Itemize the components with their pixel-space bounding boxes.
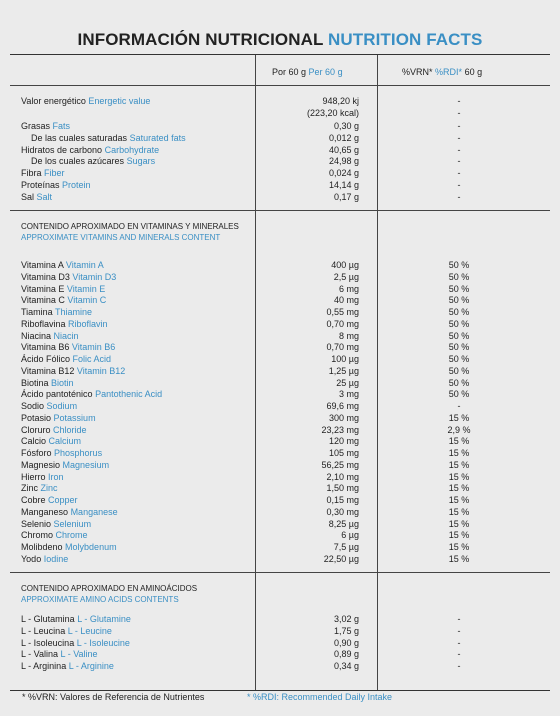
nutrient-name-es: L - Isoleucina: [21, 637, 75, 648]
nutrient-rdi: 15 %: [448, 530, 470, 541]
nutrient-amount: 0,024 g: [328, 168, 359, 179]
nutrient-name-en: Iodine: [43, 553, 69, 564]
nutrient-row: [10, 435, 550, 447]
nutrient-row: [10, 494, 550, 506]
nutrient-rdi: -: [457, 401, 461, 411]
nutrient-name-es: Fósforo: [21, 448, 52, 458]
nutrient-label: [21, 191, 52, 203]
nutrient-rdi: 15 %: [448, 459, 470, 470]
header-divider: [10, 85, 550, 86]
nutrient-name-en: Manganese: [70, 506, 118, 517]
nutrient-amount: 7,5 µg: [333, 542, 359, 552]
nutrient-row: [10, 648, 550, 660]
nutrient-name-en: Calcium: [48, 436, 82, 447]
vitamins-section-title: CONTENIDO APROXIMADO EN VITAMINAS Y MINERALES APPROXIMATE VITAMINS AND MINERALS CONTENT: [21, 222, 239, 242]
nutrient-label: [21, 447, 102, 459]
nutrient-name-es: L - Valina: [21, 649, 59, 660]
nutrient-name-en: Potassium: [53, 412, 96, 423]
nutrient-name-en: L - Leucine: [67, 625, 112, 636]
nutrient-label: [21, 660, 114, 672]
nutrient-row: [10, 613, 550, 625]
nutrient-name-es: Ácido Fólico: [21, 354, 71, 364]
nutrient-rdi: -: [457, 637, 461, 648]
nutrient-row: [10, 120, 550, 132]
nutrient-row: [10, 506, 550, 518]
nutrient-rdi: 50 %: [448, 318, 470, 329]
nutrient-name-es: Hierro: [21, 471, 46, 482]
nutrient-amount: 25 µg: [336, 377, 359, 388]
nutrient-row: [10, 400, 550, 412]
nutrient-row: [10, 541, 550, 553]
nutrient-name-en: Copper: [48, 495, 78, 505]
nutrient-row: [10, 459, 550, 471]
nutrient-amount: 0,90 g: [333, 637, 359, 648]
nutrient-rdi: -: [457, 132, 461, 143]
nutrient-name-es: Zinc: [21, 483, 39, 494]
nutrient-rdi: -: [457, 180, 461, 190]
nutrient-label: [21, 341, 115, 353]
nutrient-name-en: Energetic value: [88, 96, 151, 106]
nutrient-label: [21, 637, 130, 649]
nutrient-amount: (223,20 kcal): [306, 107, 359, 118]
nutrient-label: [21, 424, 87, 436]
nutrient-name-es: Niacina: [21, 330, 52, 341]
nutrient-rdi: -: [457, 614, 461, 624]
nutrient-amount: 1,25 µg: [328, 365, 359, 376]
nutrient-label: [21, 283, 105, 295]
nutrient-row: [10, 107, 550, 119]
nutrient-name-es: Valor energético: [21, 96, 86, 106]
nutrient-rdi: 50 %: [448, 342, 470, 353]
nutrient-row: [10, 637, 550, 649]
nutrient-rdi: -: [457, 107, 461, 118]
nutrient-row: [10, 412, 550, 424]
nutrient-row: [10, 482, 550, 494]
nutrient-name-es: Vitamina B6: [21, 342, 70, 353]
nutrient-amount: 8 mg: [338, 330, 359, 341]
nutrient-name-es: Vitamina D3: [21, 271, 70, 282]
nutrient-name-en: Salt: [36, 191, 53, 202]
nutrient-label: [21, 353, 111, 365]
nutrient-rdi: 15 %: [448, 471, 470, 482]
nutrient-rdi: -: [457, 96, 461, 106]
nutrient-amount: 1,75 g: [333, 625, 359, 636]
nutrient-amount: 0,55 mg: [326, 307, 359, 317]
nutrient-amount: 100 µg: [331, 354, 359, 364]
nutrient-rdi: 15 %: [448, 448, 470, 458]
nutrient-amount: 56,25 mg: [321, 459, 359, 470]
nutrient-name-es: Riboflavina: [21, 318, 66, 329]
nutrient-amount: 69,6 mg: [326, 401, 359, 411]
nutrient-name-en: Thiamine: [55, 307, 93, 317]
nutrient-amount: 0,17 g: [333, 191, 359, 202]
nutrient-name-en: Sugars: [126, 156, 156, 167]
nutrient-amount: 6 µg: [341, 530, 359, 541]
nutrient-row: [10, 529, 550, 541]
nutrient-name-es: Vitamina A: [21, 260, 64, 270]
nutrient-label: [21, 613, 131, 625]
nutrient-name-es: Vitamina B12: [21, 365, 75, 376]
nutrient-amount: 2,10 mg: [326, 471, 359, 482]
nutrient-row: [10, 330, 550, 342]
nutrient-amount: 1,50 mg: [326, 483, 359, 494]
nutrient-row: [10, 259, 550, 271]
nutrient-label: [21, 120, 70, 132]
nutrient-name-es: Molibdeno: [21, 542, 63, 552]
nutrient-rdi: 50 %: [448, 389, 470, 400]
nutrient-rdi: 50 %: [448, 330, 470, 341]
nutrient-rdi: 2,9 %: [447, 424, 471, 435]
nutrient-name-es: De las cuales saturadas: [31, 132, 128, 143]
nutrient-amount: 8,25 µg: [328, 518, 359, 529]
nutrient-label: [21, 625, 112, 637]
nutrient-row: [10, 518, 550, 530]
nutrient-rdi: -: [457, 625, 461, 636]
nutrient-amount: 40 mg: [333, 295, 359, 306]
nutrient-amount: 0,70 mg: [326, 342, 359, 353]
nutrient-row: [10, 377, 550, 389]
nutrient-rdi: -: [457, 191, 461, 202]
nutrient-label: [21, 388, 162, 400]
per-serving-header: Por 60 g Per 60 g: [272, 67, 343, 77]
nutrient-row: [10, 179, 550, 191]
nutrient-amount: 24,98 g: [328, 156, 359, 167]
nutrient-label: [21, 330, 79, 342]
nutrient-name-en: L - Glutamine: [77, 614, 131, 624]
nutrient-name-en: Vitamin D3: [72, 271, 117, 282]
nutrient-amount: 3,02 g: [333, 614, 359, 624]
nutrient-name-en: Niacin: [53, 330, 79, 341]
nutrient-name-es: Vitamina C: [21, 295, 65, 306]
nutrient-name-es: Tiamina: [21, 307, 53, 317]
nutrient-rdi: 15 %: [448, 553, 470, 564]
nutrient-row: [10, 271, 550, 283]
nutrient-rdi: 15 %: [448, 518, 470, 529]
nutrient-name-en: Vitamin B6: [71, 342, 116, 353]
title-en: NUTRITION FACTS: [327, 30, 483, 49]
rdi-header: %VRN* %RDI* 60 g: [402, 67, 483, 77]
page-title: [0, 30, 560, 50]
nutrient-rdi: 15 %: [448, 495, 470, 505]
nutrient-label: [21, 459, 109, 471]
nutrient-name-es: Grasas: [21, 121, 51, 131]
nutrient-label: [21, 294, 106, 306]
nutrient-amount: 23,23 mg: [321, 424, 359, 435]
nutrient-amount: 0,30 mg: [326, 506, 359, 517]
nutrient-row: [10, 294, 550, 306]
nutrient-label: [21, 271, 116, 283]
nutrient-name-es: Calcio: [21, 436, 47, 447]
nutrient-label: [21, 144, 159, 156]
nutrient-amount: 14,14 g: [328, 180, 359, 190]
footnote-es: * %VRN: Valores de Referencia de Nutrientes: [22, 692, 205, 702]
nutrient-rdi: -: [457, 156, 461, 167]
nutrient-amount: 300 mg: [328, 412, 359, 423]
nutrient-row: [10, 283, 550, 295]
nutrient-label: [21, 529, 88, 541]
nutrient-name-en: Protein: [62, 180, 91, 190]
nutrient-name-en: Chrome: [55, 530, 88, 541]
nutrient-label: [21, 518, 91, 530]
nutrient-label: [21, 400, 77, 412]
amino-section-title: CONTENIDO APROXIMADO EN AMINOÁCIDOS APPROXIMATE AMINO ACIDS CONTENTS: [21, 584, 198, 604]
nutrient-name-en: Molybdenum: [65, 542, 117, 552]
nutrient-label: [21, 482, 58, 494]
nutrient-label: [21, 412, 96, 424]
title-es: INFORMACIÓN NUTRICIONAL: [77, 30, 324, 49]
nutrient-name-en: Biotin: [51, 377, 74, 388]
nutrient-amount: 0,30 g: [333, 121, 359, 131]
nutrient-rdi: -: [457, 121, 461, 131]
section-divider: [10, 210, 550, 211]
nutrient-name-en: L - Valine: [60, 649, 98, 660]
nutrient-amount: 0,012 g: [328, 132, 359, 143]
nutrient-name-es: L - Glutamina: [21, 614, 75, 624]
nutrient-row: [10, 424, 550, 436]
nutrient-name-es: Cobre: [21, 495, 46, 505]
nutrient-row: [10, 353, 550, 365]
nutrient-rdi: -: [457, 661, 461, 671]
nutrient-name-en: Carbohydrate: [104, 144, 160, 155]
nutrient-amount: 948,20 kj: [322, 96, 359, 106]
nutrient-label: [21, 471, 64, 483]
nutrient-row: [10, 625, 550, 637]
nutrient-label: [21, 494, 78, 506]
nutrient-row: [10, 167, 550, 179]
nutrient-label: [21, 365, 125, 377]
nutrient-name-es: De los cuales azúcares: [31, 156, 125, 167]
nutrient-label: [21, 553, 68, 565]
section-divider: [10, 572, 550, 573]
nutrient-rdi: 50 %: [448, 271, 470, 282]
nutrient-name-en: L - Isoleucine: [76, 637, 130, 648]
nutrient-name-en: Pantothenic Acid: [95, 389, 163, 400]
nutrient-amount: 6 mg: [338, 283, 359, 294]
nutrient-row: [10, 95, 550, 107]
nutrient-row: [10, 318, 550, 330]
nutrient-amount: 0,70 mg: [326, 318, 359, 329]
nutrient-label: [31, 155, 155, 167]
nutrient-name-en: Selenium: [53, 518, 92, 529]
nutrient-name-es: Selenio: [21, 518, 52, 529]
nutrient-label: [21, 318, 108, 330]
nutrient-name-en: Vitamin A: [65, 260, 104, 270]
nutrient-row: [10, 660, 550, 672]
nutrient-rdi: 50 %: [448, 295, 470, 306]
nutrient-rdi: 50 %: [448, 307, 470, 317]
nutrient-row: [10, 144, 550, 156]
nutrient-label: [21, 506, 118, 518]
nutrient-rdi: 50 %: [448, 377, 470, 388]
nutrient-amount: 0,89 g: [333, 649, 359, 660]
nutrient-rdi: -: [457, 168, 461, 179]
nutrient-name-es: Manganeso: [21, 506, 69, 517]
nutrient-name-en: Vitamin C: [67, 295, 107, 306]
nutrient-label: [21, 259, 104, 271]
nutrient-row: [10, 306, 550, 318]
nutrient-rdi: 50 %: [448, 354, 470, 364]
nutrient-name-es: Vitamina E: [21, 283, 65, 294]
nutrient-name-en: Chloride: [53, 424, 87, 435]
nutrient-name-en: Iron: [48, 471, 64, 482]
nutrient-name-es: Sal: [21, 191, 35, 202]
nutrient-name-en: Folic Acid: [72, 354, 112, 364]
nutrient-amount: 105 mg: [328, 448, 359, 458]
nutrient-name-es: Sodio: [21, 401, 45, 411]
nutrient-label: [21, 95, 150, 107]
nutrient-rdi: 50 %: [448, 365, 470, 376]
nutrient-row: [10, 553, 550, 565]
nutrient-row: [10, 447, 550, 459]
nutrient-rdi: 15 %: [448, 436, 470, 447]
nutrient-amount: 3 mg: [338, 389, 359, 400]
nutrient-row: [10, 155, 550, 167]
nutrient-rdi: -: [457, 144, 461, 155]
nutrient-name-en: Phosphorus: [54, 448, 103, 458]
nutrient-label: [31, 132, 186, 144]
nutrient-row: [10, 388, 550, 400]
nutrient-row: [10, 341, 550, 353]
nutrient-label: [21, 648, 98, 660]
nutrient-name-es: Fibra: [21, 168, 42, 179]
nutrient-name-en: Fats: [52, 121, 71, 131]
nutrient-amount: 120 mg: [328, 436, 359, 447]
nutrient-label: [21, 167, 65, 179]
nutrient-name-es: Potasio: [21, 412, 52, 423]
nutrient-name-es: Chromo: [21, 530, 54, 541]
nutrient-label: [21, 306, 92, 318]
nutrient-label: [21, 377, 74, 389]
nutrition-table: [10, 54, 550, 691]
nutrient-amount: 2,5 µg: [333, 271, 359, 282]
nutrient-amount: 0,34 g: [333, 661, 359, 671]
nutrient-name-en: L - Arginine: [68, 661, 114, 671]
nutrient-name-es: Biotina: [21, 377, 49, 388]
nutrient-name-en: Fiber: [44, 168, 65, 179]
nutrient-rdi: 15 %: [448, 483, 470, 494]
nutrient-amount: 22,50 µg: [323, 553, 359, 564]
nutrient-amount: 40,65 g: [328, 144, 359, 155]
nutrient-name-en: Vitamin E: [66, 283, 106, 294]
nutrient-name-en: Saturated fats: [129, 132, 186, 143]
nutrient-row: [10, 191, 550, 203]
nutrient-rdi: 50 %: [448, 260, 470, 270]
nutrient-amount: 400 µg: [331, 260, 359, 270]
nutrient-name-es: Magnesio: [21, 459, 61, 470]
nutrient-name-en: Zinc: [40, 483, 58, 494]
nutrient-row: [10, 132, 550, 144]
nutrient-name-es: L - Leucina: [21, 625, 66, 636]
nutrient-name-en: Vitamin B12: [76, 365, 126, 376]
nutrient-name-en: Sodium: [46, 401, 78, 411]
nutrient-name-es: Ácido pantoténico: [21, 389, 93, 400]
nutrient-name-es: Proteínas: [21, 180, 60, 190]
nutrient-rdi: 15 %: [448, 506, 470, 517]
nutrient-name-en: Magnesium: [62, 459, 110, 470]
nutrient-label: [21, 435, 81, 447]
nutrient-name-en: Riboflavin: [68, 318, 108, 329]
nutrient-rdi: 15 %: [448, 542, 470, 552]
nutrient-name-es: L - Arginina: [21, 661, 67, 671]
nutrient-name-es: Hidratos de carbono: [21, 144, 103, 155]
nutrient-row: [10, 471, 550, 483]
nutrient-row: [10, 365, 550, 377]
nutrient-rdi: -: [457, 649, 461, 660]
nutrient-label: [21, 541, 117, 553]
nutrient-name-es: Yodo: [21, 553, 42, 564]
nutrient-rdi: 50 %: [448, 283, 470, 294]
nutrient-amount: 0,15 mg: [326, 495, 359, 505]
nutrient-name-es: Cloruro: [21, 424, 51, 435]
nutrient-label: [21, 179, 91, 191]
footnote-en: * %RDI: Recommended Daily Intake: [247, 692, 393, 702]
nutrient-rdi: 15 %: [448, 412, 470, 423]
